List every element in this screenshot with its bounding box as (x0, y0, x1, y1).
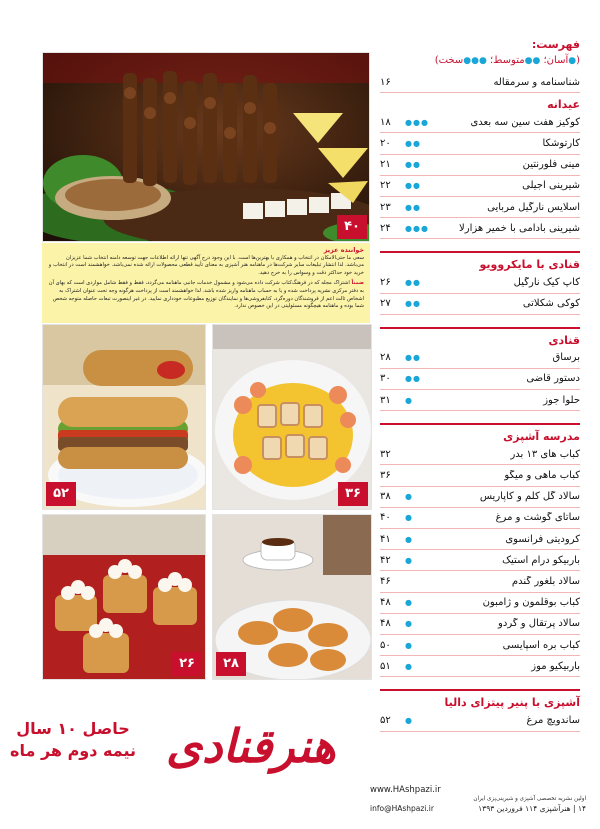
toc-item-page: ۳۰ (380, 373, 391, 385)
toc-row[interactable] (380, 593, 580, 614)
brand-logo-text: هنرقنادی (166, 719, 336, 773)
difficulty-dots-icon: ● (405, 555, 413, 565)
toc-item-name: کباب ماهی و میگو (504, 470, 580, 482)
toc-row[interactable] (380, 218, 580, 239)
toc-section-title: قنادی با مایکروویو (380, 251, 580, 272)
photo-tea-pastry (212, 514, 372, 680)
toc-row[interactable] (380, 487, 580, 508)
toc-section-title: مدرسه آشپزی (380, 423, 580, 444)
photo-kebab (42, 52, 370, 242)
toc-item-page: ۴۰ (380, 512, 391, 524)
toc-row[interactable] (380, 348, 580, 369)
toc-row[interactable] (380, 272, 580, 293)
notice-title: خواننده عزیز (323, 246, 364, 254)
toc-item-page: ۴۱ (380, 533, 391, 545)
photo-page-number: ۲۸ (216, 652, 246, 676)
difficulty-dots-icon: ●● (405, 202, 421, 212)
difficulty-dots-icon: ● (405, 534, 413, 544)
toc-item-name: شناسنامه و سرمقاله (493, 76, 580, 88)
toc-row[interactable] (380, 197, 580, 218)
toc-item-page: ۲۱ (380, 159, 391, 171)
toc-item-name: کوکی شکلاتی (522, 298, 580, 310)
toc-item-page: ۳۱ (380, 394, 391, 406)
toc-item-name: شیرینی آجیلی (522, 180, 580, 192)
easy-dot-icon: ● (568, 56, 577, 66)
photo-page-number: ۵۲ (46, 482, 76, 506)
toc-item-page: ۲۷ (380, 298, 391, 310)
difficulty-dots-icon: ●●● (405, 223, 429, 233)
toc-item-page: ۴۸ (380, 597, 391, 609)
photo-page-number: ۳۶ (338, 482, 368, 506)
footer-url[interactable]: www.HAshpazi.ir (370, 785, 441, 795)
toc-item-page: ۴۸ (380, 618, 391, 630)
toc-item-name: حلوا جوز (543, 394, 580, 406)
toc-section (380, 689, 580, 731)
promo-line-1: حاصل ۱۰ سال (16, 719, 130, 738)
difficulty-dots-icon: ● (405, 598, 413, 608)
legend-medium: متوسط؛ (490, 55, 525, 66)
legend-hard: سخت (438, 55, 464, 66)
toc-item-name: کارتوشکا (542, 137, 580, 149)
toc-item-name: کباب های ۱۳ بدر (510, 448, 580, 460)
page-footer (370, 785, 586, 814)
toc-row[interactable] (380, 369, 580, 390)
toc-section (380, 423, 580, 677)
toc-section-title: عیدانه (547, 98, 580, 112)
toc-row[interactable] (380, 710, 580, 731)
difficulty-dots-icon: ● (405, 661, 413, 671)
difficulty-dots-icon: ●●● (405, 117, 429, 127)
toc-item-page: ۵۱ (380, 660, 391, 672)
toc-row[interactable] (380, 390, 580, 411)
toc-item-page: ۲۰ (380, 137, 391, 149)
footer-email[interactable]: info@HAshpazi.ir (370, 804, 434, 813)
toc-item-page: ۳۶ (380, 470, 391, 482)
footer-page-info: ۱۴ | هنرآشپزی ۱۱۴ فروردین ۱۳۹۳ (478, 804, 586, 813)
difficulty-dots-icon: ●● (405, 181, 421, 191)
photo-cupcakes (42, 514, 206, 680)
toc-section (380, 93, 580, 239)
toc-item-name: شیرینی بادامی با خمیر هزارلا (459, 222, 580, 234)
toc-row[interactable] (380, 635, 580, 656)
notice-paragraph-2-wrap (48, 280, 364, 310)
toc-row[interactable] (380, 444, 580, 465)
toc-row[interactable] (380, 133, 580, 154)
toc-item-page: ۵۲ (380, 714, 391, 726)
difficulty-dots-icon: ●● (405, 374, 421, 384)
difficulty-dots-icon: ●● (405, 160, 421, 170)
notice-paragraph-2: اشتراک مجله که در فرهنگ‌کتاب شرکت داده می‌شود و مشمول خدمات جانبی ماهنامه می‌گردد، فقط و فقط شامل مواردی است که بهای آن به دفتر مرکزی نشریه پرداخت شده و یا به حساب ماهنامه واریز شده باشد. لذا خواهشمند است از پرداخت هرگونه وجه تحت عنوان اشتراک به اشخاص ثالث اعم از فروشندگان دوره‌گرد، کتابفروشی‌ها و نمایندگان توزیع مطبوعات خودداری نمایید. در غیر اینصورت تبعات حاصله متوجه شخص شما بوده و ماهنامه هیچگونه مسئولیتی در این خصوص ندارد. (48, 280, 364, 310)
toc-item-page: ۵۰ (380, 639, 391, 651)
difficulty-dots-icon: ●● (405, 299, 421, 309)
difficulty-dots-icon: ● (405, 619, 413, 629)
toc-item-name: کوکیز هفت سین سه بعدی (470, 116, 580, 128)
toc-row[interactable] (380, 529, 580, 550)
toc-item-name: ساندویچ مرغ (526, 714, 580, 726)
toc-item-page: ۴۶ (380, 575, 391, 587)
footer-line (370, 803, 586, 814)
toc-row[interactable] (380, 294, 580, 315)
toc-row[interactable] (380, 571, 580, 592)
promo-line-2: نیمه دوم هر ماه (10, 741, 136, 760)
photo-skewers (212, 324, 372, 510)
toc-row[interactable] (380, 656, 580, 677)
difficulty-dots-icon: ● (405, 395, 413, 405)
toc-item-name: کاپ کیک نارگیل (513, 276, 580, 288)
toc-item-name: مینی فلورنتین (522, 159, 580, 171)
reader-notice (42, 243, 370, 323)
toc-item-name: سالاد بلغور گندم (511, 575, 580, 587)
difficulty-dots-icon: ● (405, 513, 413, 523)
toc-item-name: دستور قاضی (526, 373, 580, 385)
difficulty-dots-icon: ●● (405, 138, 421, 148)
difficulty-legend: (●آسان؛ ●●متوسط؛ ●●●سخت) (434, 55, 580, 66)
toc-item-name: باربیکیو موز (531, 660, 580, 672)
kebab-illustration (43, 53, 370, 242)
toc-item-name: باربیکو درام استیک (502, 554, 580, 566)
toc-item-page: ۲۲ (380, 180, 391, 192)
photo-page-number: ۲۶ (172, 652, 202, 676)
toc-item-name: کباب بوقلمون و ژامبون (482, 597, 580, 609)
toc-item-page: ۳۸ (380, 491, 391, 503)
toc-item-name: کرودیتی فرانسوی (505, 533, 580, 545)
toc-item-page: ۲۸ (380, 352, 391, 364)
toc-item-name: برساق (552, 352, 580, 364)
toc-row[interactable] (380, 508, 580, 529)
notice-paragraph-1: سعی ما حتی‌الامکان در انتخاب و همکاری با بهترین‌ها است. با این وجود درج آگهی تنها ارائه اطلاعات جهت توسعه دامنه انتخاب شما عزیزان می‌باشد. لذا انتشار تبلیغات سایر شرکت‌ها در ماهنامه هنر آشپزی به معنای تأیید قطعی محصولات ارائه شده نمی‌باشد. خواهشمند است در انتخاب و خرید خود حداکثر دقت و وسواس را به خرج دهید. (48, 254, 364, 276)
toc-item-page: ۱۶ (380, 76, 391, 88)
toc-item-page: ۱۸ (380, 116, 391, 128)
toc-row[interactable] (380, 176, 580, 197)
photo-sandwich (42, 324, 206, 510)
toc-item-name: کباب بره اسپایسی (502, 639, 580, 651)
toc-item-page: ۲۴ (380, 222, 391, 234)
toc-item-name: سالاد گل کلم و کاپاریس (479, 491, 580, 503)
toc-item-page: ۲۳ (380, 201, 391, 213)
toc-item-name: ساتای گوشت و مرغ (495, 512, 580, 524)
toc-item-name: اسلایس نارگیل مربایی (487, 201, 580, 213)
legend-easy: آسان؛ (543, 55, 569, 66)
table-of-contents (380, 38, 580, 732)
toc-item-page: ۳۲ (380, 448, 391, 460)
difficulty-dots-icon: ● (405, 492, 413, 502)
medium-dot-icon: ●● (524, 56, 541, 66)
toc-title: فهرست: (531, 38, 580, 51)
toc-section-title: آشپزی با پنیر پیتزای دالیا (380, 689, 580, 710)
toc-item-name: سالاد پرتقال و گردو (498, 618, 580, 630)
toc-section (380, 251, 580, 314)
promo-banner (8, 706, 363, 791)
toc-row[interactable] (380, 614, 580, 635)
toc-item-page: ۲۶ (380, 276, 391, 288)
toc-row[interactable] (380, 465, 580, 486)
toc-row[interactable] (380, 155, 580, 176)
difficulty-dots-icon: ● (405, 715, 413, 725)
toc-sections (380, 93, 580, 731)
difficulty-dots-icon: ●● (405, 277, 421, 287)
difficulty-dots-icon: ●● (405, 353, 421, 363)
difficulty-dots-icon: ● (405, 640, 413, 650)
footer-tagline: اولین نشریه تخصصی آشپزی و شیرینی‌پزی ایران (473, 796, 586, 802)
notice-lead: ضمناً (351, 280, 364, 287)
hard-dot-icon: ●●● (463, 56, 487, 66)
photo-page-number: ۴۰ (337, 215, 367, 239)
toc-section (380, 327, 580, 412)
toc-row[interactable] (380, 550, 580, 571)
promo-text (8, 718, 138, 762)
toc-row[interactable] (380, 112, 580, 133)
toc-section-title: قنادی (380, 327, 580, 348)
toc-item-page: ۴۲ (380, 554, 391, 566)
toc-row-intro[interactable] (380, 72, 580, 93)
